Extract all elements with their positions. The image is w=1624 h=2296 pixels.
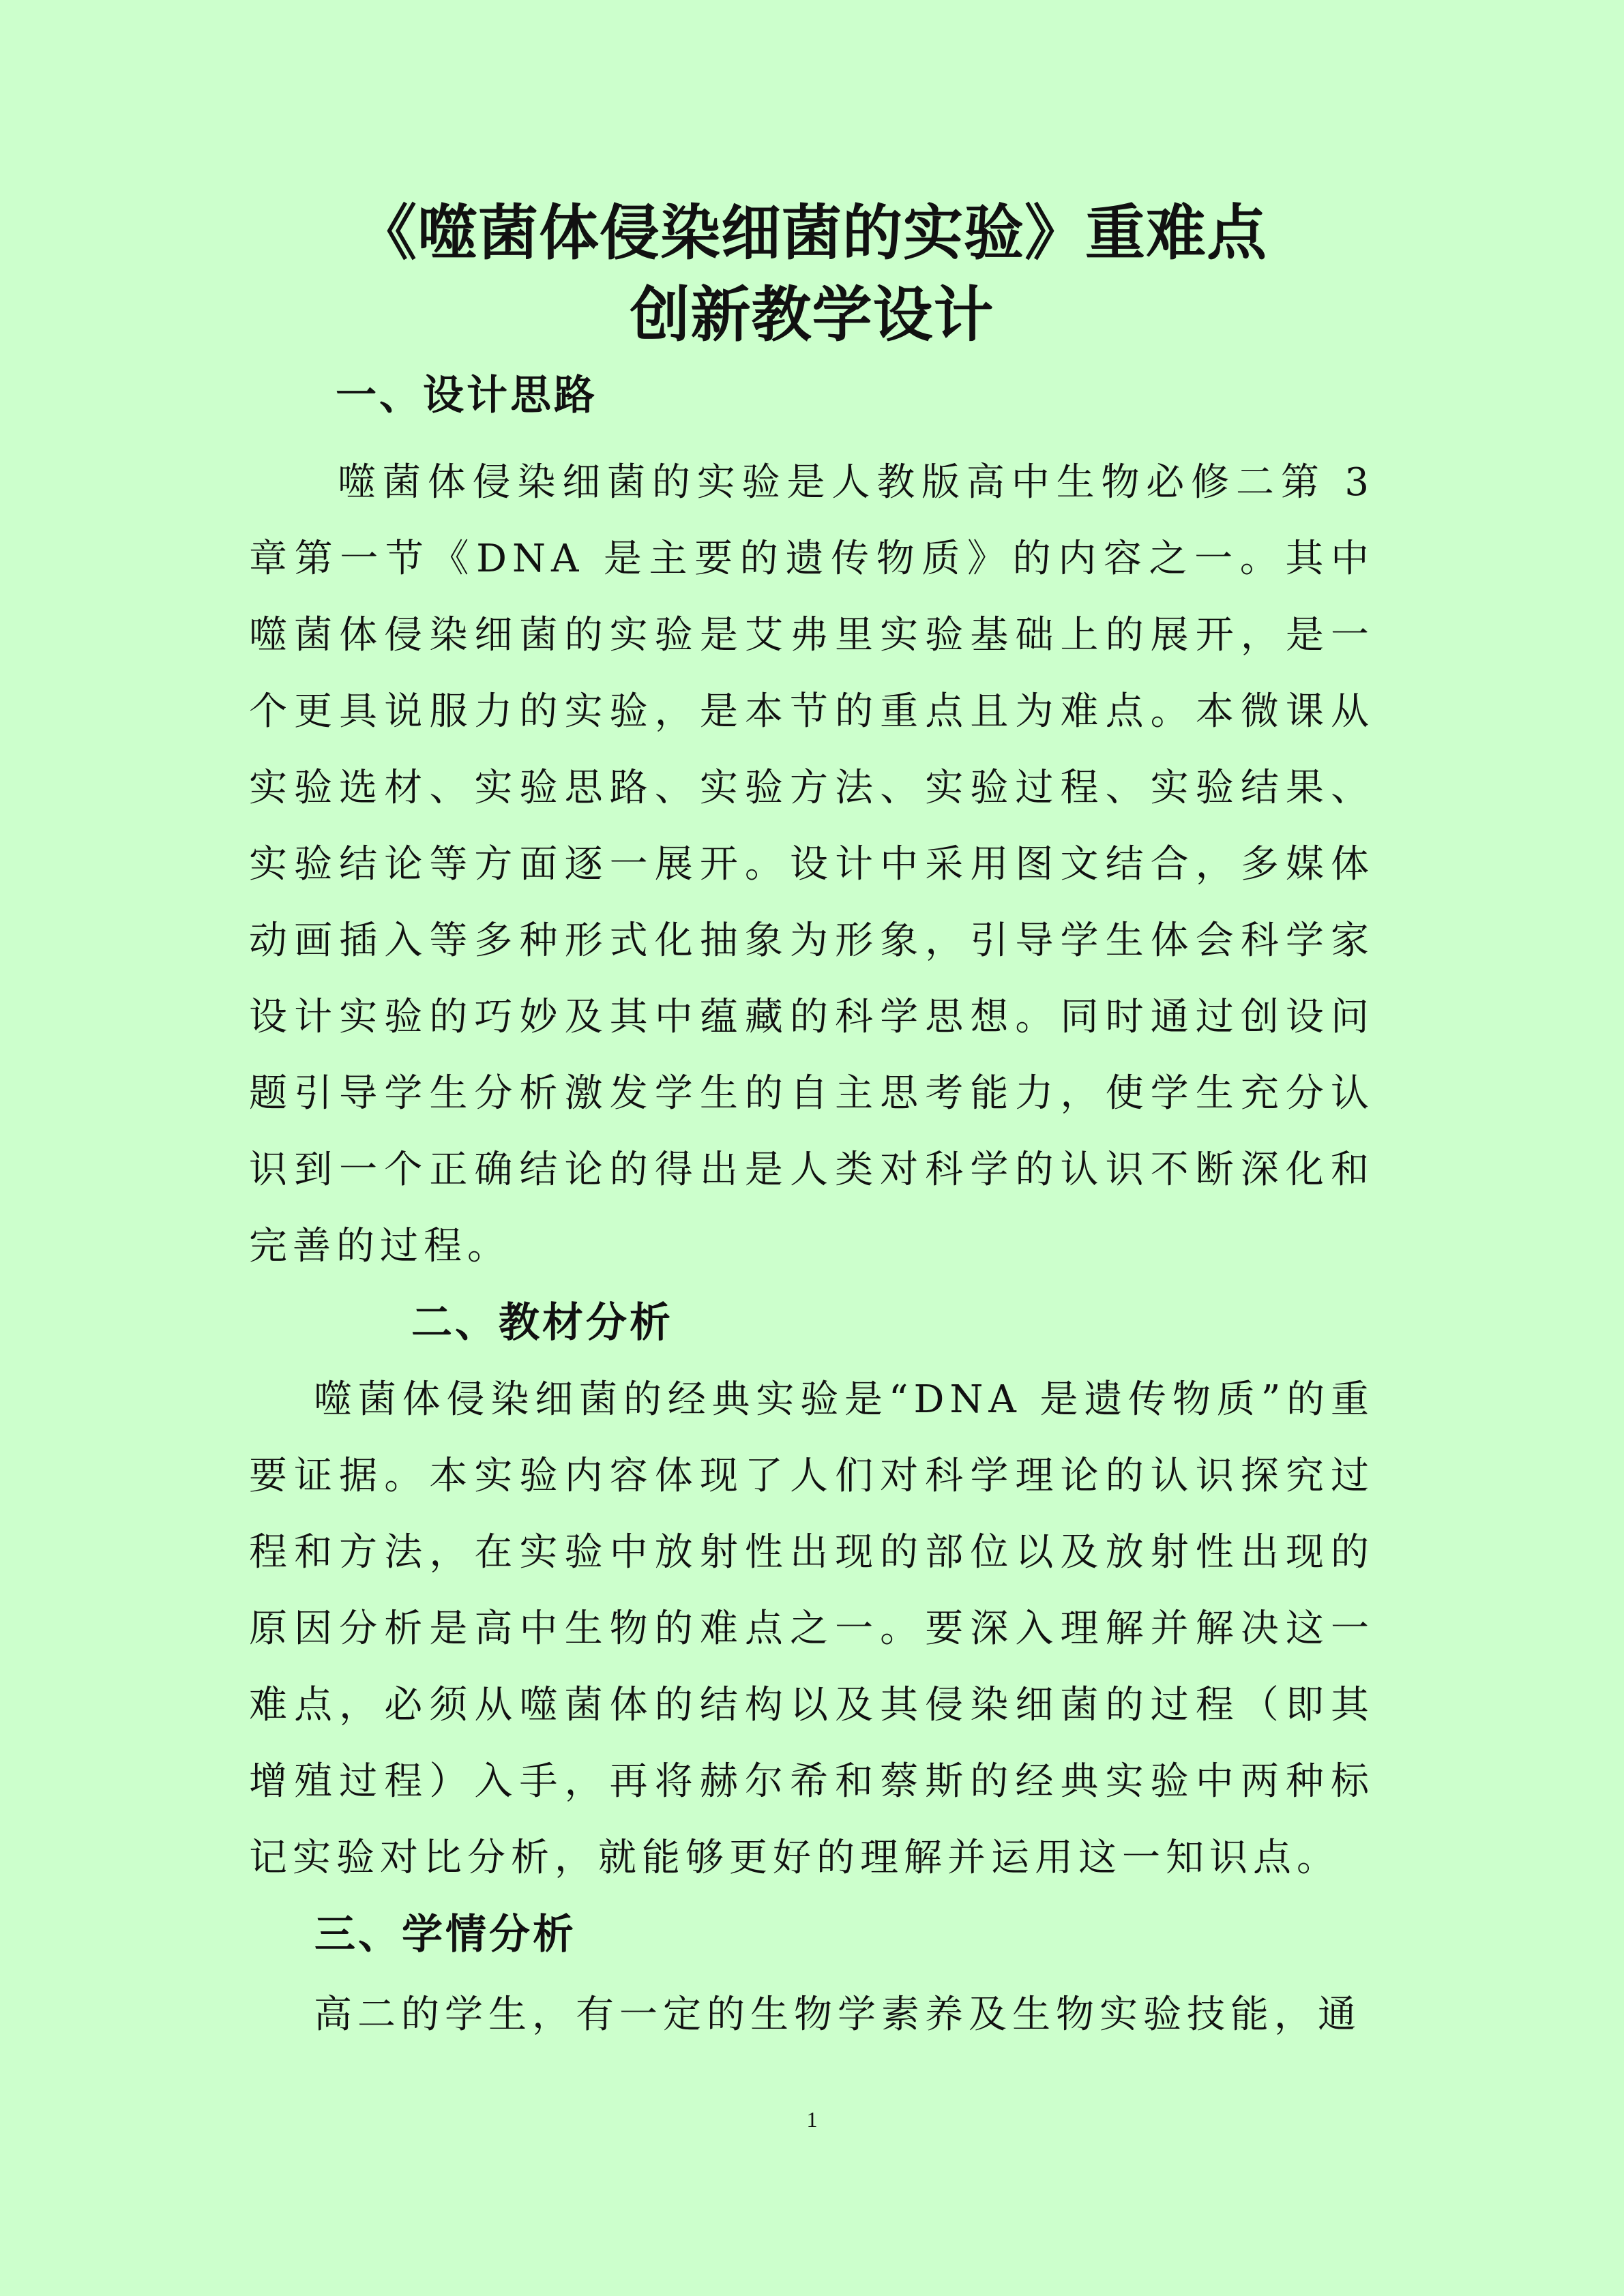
- page-number: 1: [806, 2107, 818, 2132]
- section-heading-textbook-analysis: 二、教材分析: [411, 1299, 673, 1347]
- document-title-line-2: 创新教学设计: [630, 280, 994, 350]
- section-body-textbook-analysis: 噬菌体侵染细菌的经典实验是“DNA 是遗传物质”的重要证据。本实验内容体现了人们对科学理论的认识探究过程和方法，在实验中放射性出现的部位以及放射性出现的原因分析是高中生物的难点之一。要深入理解并解决这一难点，必须从噬菌体的结构以及其侵染细菌的过程（即其增殖过程）入手，再将赫尔希和蔡斯的经典实验中两种标记实验对比分析，就能够更好的理解并运用这一知识点。: [249, 1377, 1374, 1880]
- section-body-student-analysis: 高二的学生，有一定的生物学素养及生物实验技能，通: [314, 1993, 1361, 2037]
- section-heading-student-analysis: 三、学情分析: [314, 1911, 576, 1958]
- document-title-line-1: 《噬菌体侵染细菌的实验》重难点: [356, 198, 1267, 268]
- section-body-design-idea: 噬菌体侵染细菌的实验是人教版高中生物必修二第 3 章第一节《DNA 是主要的遗传物质》的内容之一。其中噬菌体侵染细菌的实验是艾弗里实验基础上的展开，是一个更具说服力的实验，是本节的重点且为难点。本微课从实验选材、实验思路、实验方法、实验过程、实验结果、实验结论等方面逐一展开。设计中采用图文结合，多媒体动画插入等多种形式化抽象为形象，引导学生体会科学家设计实验的巧妙及其中蕴藏的科学思想。同时通过创设问题引导学生分析激发学生的自主思考能力，使学生充分认识到一个正确结论的得出是人类对科学的认识不断深化和完善的过程。: [249, 460, 1374, 1268]
- section-heading-design-idea: 一、设计思路: [336, 372, 597, 419]
